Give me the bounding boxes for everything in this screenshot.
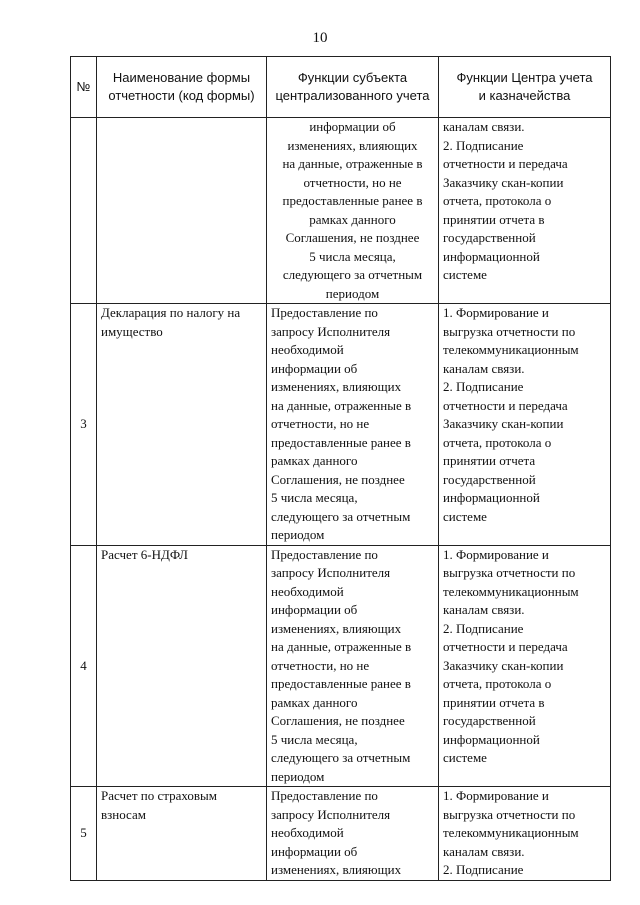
center-functions-cell: 1. Формирование и выгрузка отчетности по телекоммуникационным каналам связи. 2. Подписание отчетности и передача Заказчику скан-копии отчета, протокола о принятии отчета в государственной информационной системе [439,545,611,787]
row-number [71,118,97,304]
subject-functions-cell: Предоставление по запросу Исполнителя необходимой информации об изменениях, влияющих на данные, отраженные в отчетности, но не предоставленные ранее в рамках данного Соглашения, не позднее 5 числа месяца, следующего за отчетным периодом [267,304,439,546]
page-number: 10 [312,30,328,46]
reporting-functions-table [70,56,611,881]
table-row [71,118,611,304]
header-form-name: Наименование формы отчетности (код формы) [97,57,267,118]
form-name-cell: Расчет по страховым взносам [97,787,267,881]
table-header-row [71,57,611,118]
center-functions-cell: 1. Формирование и выгрузка отчетности по телекоммуникационным каналам связи. 2. Подписание [439,787,611,881]
center-functions-cell: 1. Формирование и выгрузка отчетности по телекоммуникационным каналам связи. 2. Подписание отчетности и передача Заказчику скан-копии отчета, протокола о принятии отчета государственной информационной системе [439,304,611,546]
table-row [71,545,611,787]
row-number: 3 [71,304,97,546]
row-number: 4 [71,545,97,787]
form-name-cell: Декларация по налогу на имущество [97,304,267,546]
row-number: 5 [71,787,97,881]
subject-functions-cell: Предоставление по запросу Исполнителя необходимой информации об изменениях, влияющих [267,787,439,881]
table-row [71,304,611,546]
form-name-cell: Расчет 6-НДФЛ [97,545,267,787]
center-functions-cell: каналам связи. 2. Подписание отчетности и передача Заказчику скан-копии отчета, протокола о принятии отчета в государственной информационной системе [439,118,611,304]
subject-functions-cell: информации об изменениях, влияющих на данные, отраженные в отчетности, но не предоставленные ранее в рамках данного Соглашения, не позднее 5 числа месяца, следующего за отчетным периодом [267,118,439,304]
form-name-cell [97,118,267,304]
header-number: № [71,57,97,118]
header-subject-functions: Функции субъекта централизованного учета [267,57,439,118]
header-center-functions: Функции Центра учета и казначейства [439,57,611,118]
subject-functions-cell: Предоставление по запросу Исполнителя необходимой информации об изменениях, влияющих на данные, отраженные в отчетности, но не предоставленные ранее в рамках данного Соглашения, не позднее 5 числа месяца, следующего за отчетным периодом [267,545,439,787]
table-row [71,787,611,881]
